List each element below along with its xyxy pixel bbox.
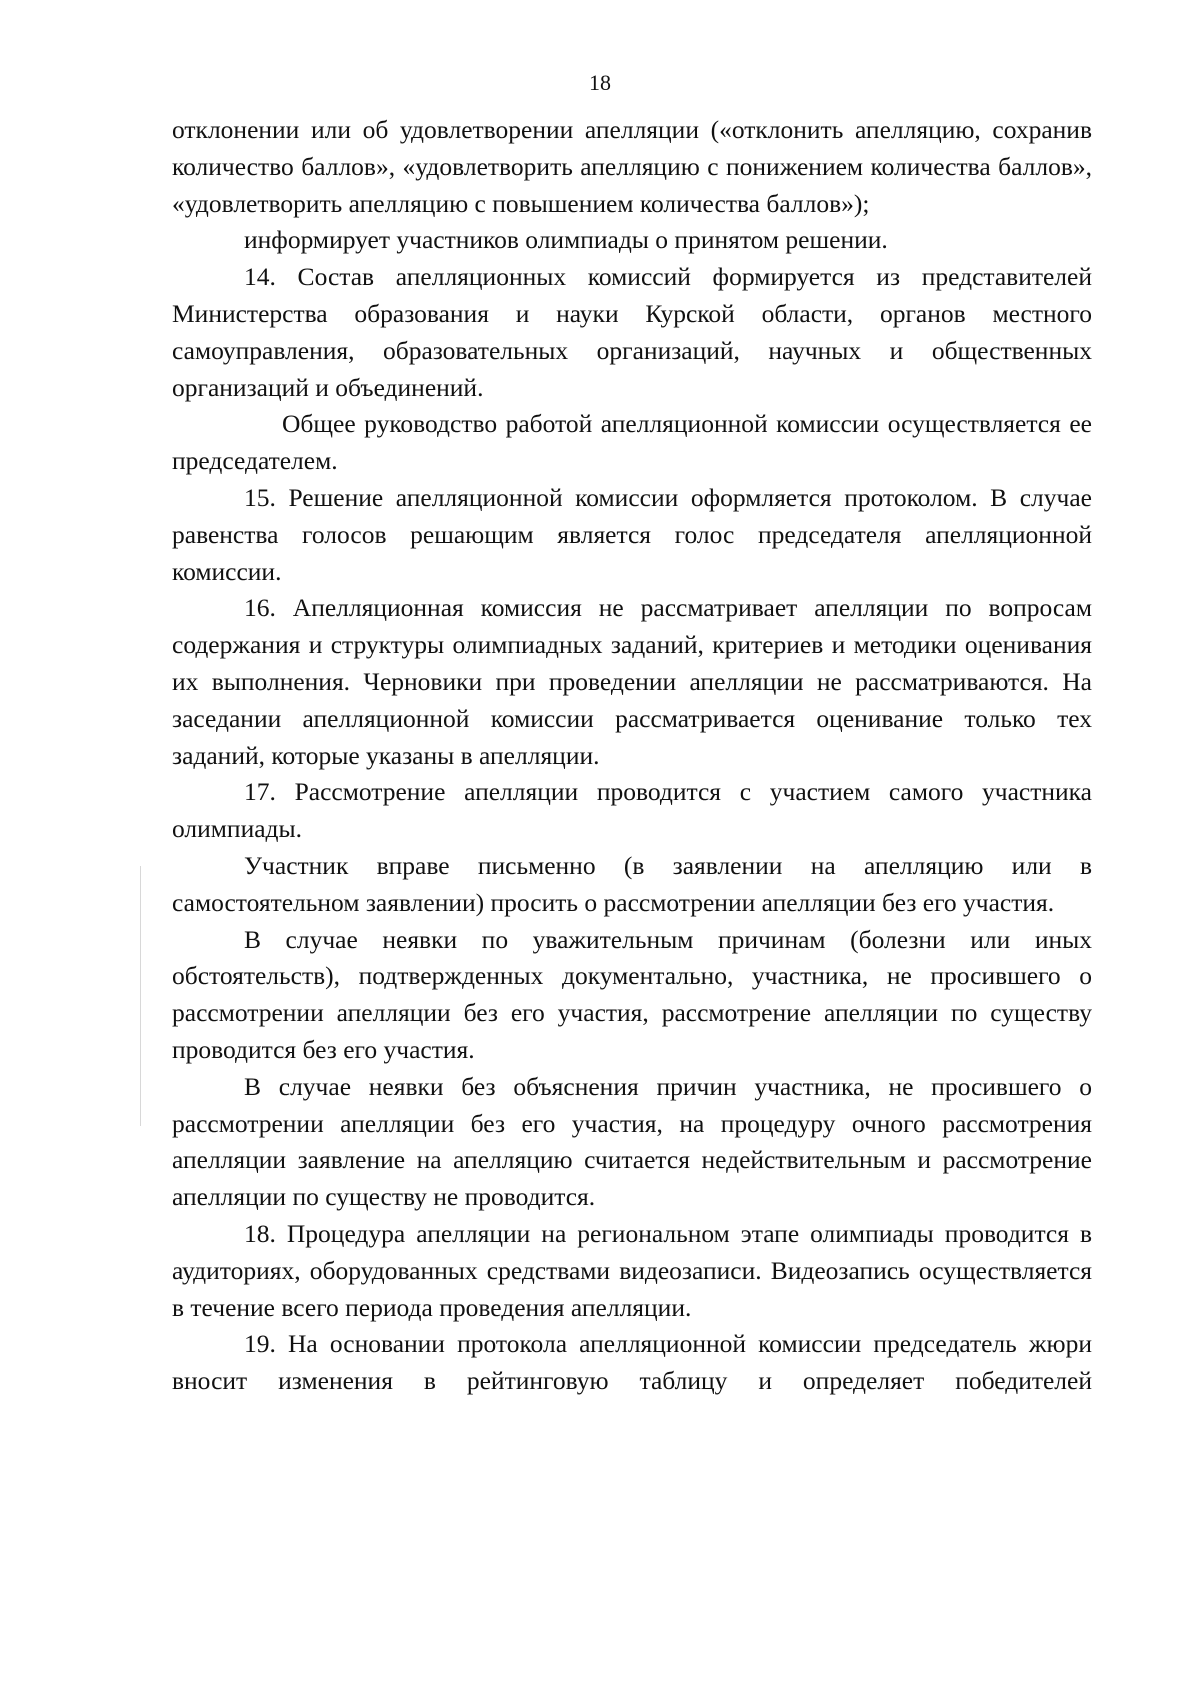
paragraph-item-18: 18. Процедура апелляции на региональном этапе олимпиады проводится в аудиториях, оборудованных средствами видеозаписи. Видеозапись осуществляется в течение всего периода проведения апелляции. [172, 1218, 1092, 1322]
paragraph-general-management: Общее руководство работой апелляционной комиссии осуществляется ее председателем. [172, 409, 1092, 476]
page-number: 18 [589, 70, 611, 95]
paragraph-participant-request: Участник вправе письменно (в заявлении на апелляцию или в самостоятельном заявлении) просить о рассмотрении апелляции без его участия. [172, 850, 1092, 917]
paragraph-item-14: 14. Состав апелляционных комиссий формируется из представителей Министерства образования и науки Курской области, органов местного самоуправления, образовательных организаций, научных и общественных организаций и объединений. [172, 262, 1092, 402]
document-body [172, 112, 1092, 1400]
scan-margin-line [140, 866, 141, 1126]
paragraph-item-17: 17. Рассмотрение апелляции проводится с участием самого участника олимпиады. [172, 777, 1092, 844]
paragraph-appeal-decision-options: отклонении или об удовлетворении апелляции («отклонить апелляцию, сохранив количество баллов», «удовлетворить апелляцию с понижением количества баллов», «удовлетворить апелляцию с повышением количества баллов»); [172, 115, 1092, 218]
paragraph-inform-participants: информирует участников олимпиады о принятом решении. [244, 225, 888, 255]
paragraph-item-16: 16. Апелляционная комиссия не рассматривает апелляции по вопросам содержания и структуры олимпиадных заданий, критериев и методики оценивания их выполнения. Черновики при проведении апелляции не рассматриваются. На заседании апелляционной комиссии рассматривается оценивание только тех заданий, которые указаны в апелляции. [172, 593, 1092, 770]
paragraph-item-15: 15. Решение апелляционной комиссии оформляется протоколом. В случае равенства голосов решающим является голос председателя апелляционной комиссии. [172, 482, 1092, 586]
paragraph-unexplained-absence: В случае неявки без объяснения причин участника, не просившего о рассмотрении апелляции без его участия, на процедуру очного рассмотрения апелляции заявление на апелляцию считается недействительным и рассмотрение апелляции по существу не проводится. [172, 1071, 1092, 1212]
paragraph-item-19: 19. На основании протокола апелляционной комиссии председатель жюри вносит изменения в рейтинговую таблицу и определяет победителей [172, 1329, 1092, 1396]
paragraph-valid-absence: В случае неявки по уважительным причинам (болезни или иных обстоятельств), подтвержденных документально, участника, не просившего о рассмотрении апелляции без его участия, рассмотрение апелляции по существу проводится без его участия. [172, 924, 1092, 1064]
